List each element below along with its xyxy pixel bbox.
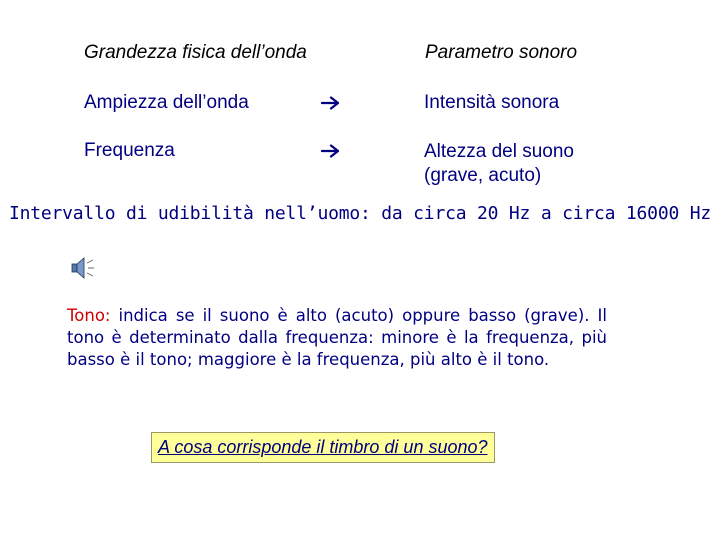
row-frequency-label: Frequenza [84,140,175,161]
timbre-question-link[interactable]: A cosa corrisponde il timbro di un suono? [151,432,495,463]
header-sound-parameter: Parametro sonoro [425,42,578,63]
row-pitch-label [424,140,574,188]
header-physical-quantity: Grandezza fisica dell’onda [84,42,307,63]
right-arrow-icon [321,144,341,158]
pitch-line-1: Altezza del suono [424,141,574,162]
tono-text: indica se il suono è alto (acuto) oppure basso (grave). Il tono è determinato dalla frequenza: minore è la frequenza, più basso è il tono; maggiore è la frequenza, più alto è il tono. [67,306,607,369]
row-intensity-label: Intensità sonora [424,92,560,113]
right-arrow-icon [321,96,341,110]
tono-label: Tono: [67,306,111,325]
pitch-line-2: (grave, acuto) [424,165,542,186]
hearing-range-text: Intervallo di udibilità nell’uomo: da circa 20 Hz a circa 16000 Hz [8,203,712,224]
speaker-icon[interactable] [70,255,96,281]
tono-paragraph [67,305,607,371]
row-amplitude-label: Ampiezza dell’onda [84,92,249,113]
